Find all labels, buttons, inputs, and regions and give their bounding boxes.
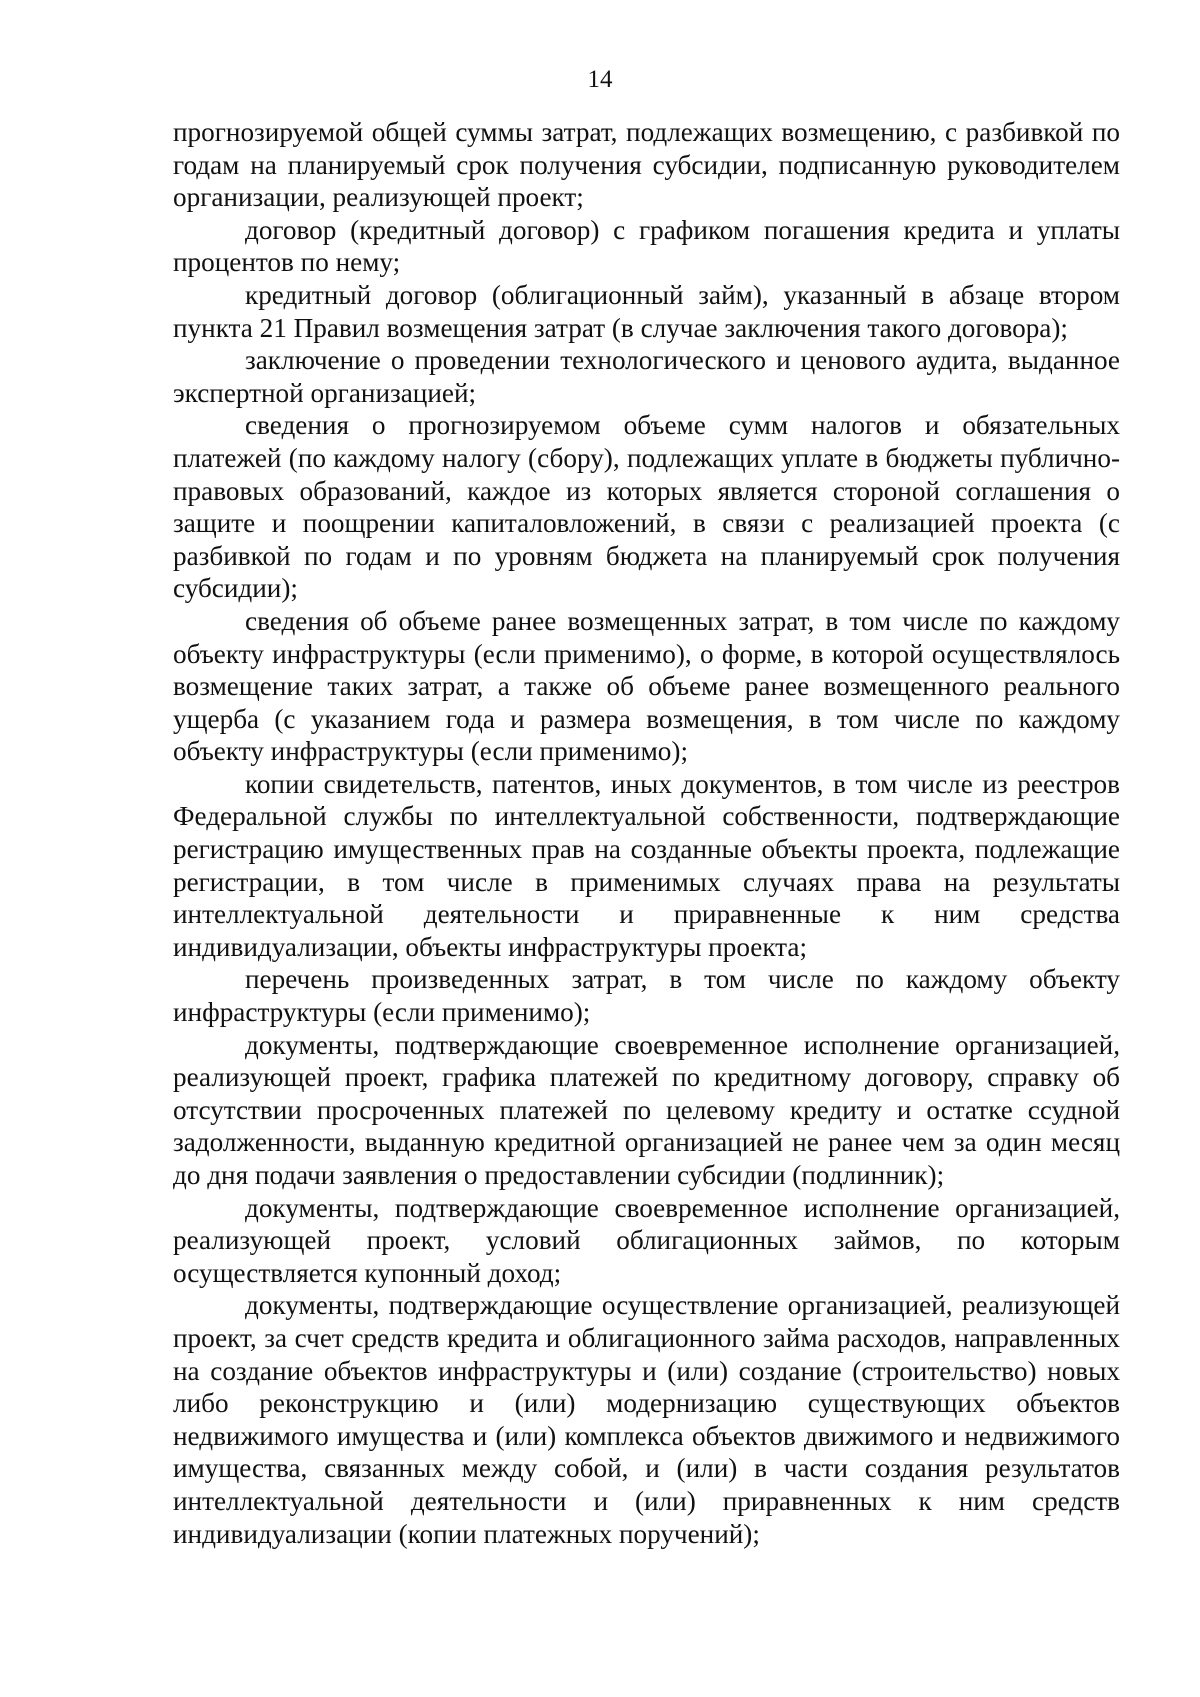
paragraph-tax-forecast: сведения о прогнозируемом объеме сумм налогов и обязательных платежей (по каждому налогу (сбору), подлежащих уплате в бюджеты публично-правовых образований, каждое из которых является стороной соглашения о защите и поощрении капиталовложений, в связи с реализацией проекта (с разбивкой по годам и по уровням бюджета на планируемый срок получения субсидии); <box>173 410 1120 604</box>
paragraph-loan-agreement: договор (кредитный договор) с графиком погашения кредита и уплаты процентов по нему; <box>173 214 1120 278</box>
paragraph-forecast-costs: прогнозируемой общей суммы затрат, подлежащих возмещению, с разбивкой по годам на планируемый срок получения субсидии, подписанную руководителем организации, реализующей проект; <box>173 117 1120 213</box>
paragraph-previous-reimbursement: сведения об объеме ранее возмещенных затрат, в том числе по каждому объекту инфраструктуры (если применимо), о форме, в которой осуществлялось возмещение таких затрат, а также об объеме ранее возмещенного реального ущерба (с указанием года и размера возмещения, в том числе по каждому объекту инфраструктуры (если применимо); <box>173 605 1120 767</box>
document-body <box>173 116 1120 1550</box>
paragraph-expenses-documents: документы, подтверждающие осуществление организацией, реализующей проект, за счет средств кредита и облигационного займа расходов, направленных на создание объектов инфраструктуры и (или) создание (строительство) новых либо реконструкцию и (или) модернизацию существующих объектов недвижимого имущества и (или) комплекса объектов движимого и недвижимого имущества, связанных между собой, и (или) в части создания результатов интеллектуальной деятельности и (или) приравненных к ним средств индивидуализации (копии платежных поручений); <box>173 1290 1120 1549</box>
paragraph-certificates-patents: копии свидетельств, патентов, иных документов, в том числе из реестров Федеральной службы по интеллектуальной собственности, подтверждающие регистрацию имущественных прав на созданные объекты проекта, подлежащие регистрации, в том числе в применимых случаях права на результаты интеллектуальной деятельности и приравненные к ним средства индивидуализации, объекты инфраструктуры проекта; <box>173 768 1120 962</box>
page-number: 14 <box>587 66 613 93</box>
paragraph-audit-conclusion: заключение о проведении технологического и ценового аудита, выданное экспертной организацией; <box>173 345 1120 408</box>
paragraph-bond-conditions-documents: документы, подтверждающие своевременное исполнение организацией, реализующей проект, условий облигационных займов, по которым осуществляется купонный доход; <box>173 1192 1120 1288</box>
paragraph-costs-list: перечень произведенных затрат, в том числе по каждому объекту инфраструктуры (если применимо); <box>173 964 1120 1028</box>
paragraph-payment-schedule-documents: документы, подтверждающие своевременное исполнение организацией, реализующей проект, графика платежей по кредитному договору, справку об отсутствии просроченных платежей по целевому кредиту и остатке ссудной задолженности, выданную кредитной организацией не ранее чем за один месяц до дня подачи заявления о предоставлении субсидии (подлинник); <box>173 1029 1120 1190</box>
paragraph-bond-loan: кредитный договор (облигационный займ), указанный в абзаце втором пункта 21 Правил возмещения затрат (в случае заключения такого договора); <box>173 279 1120 343</box>
